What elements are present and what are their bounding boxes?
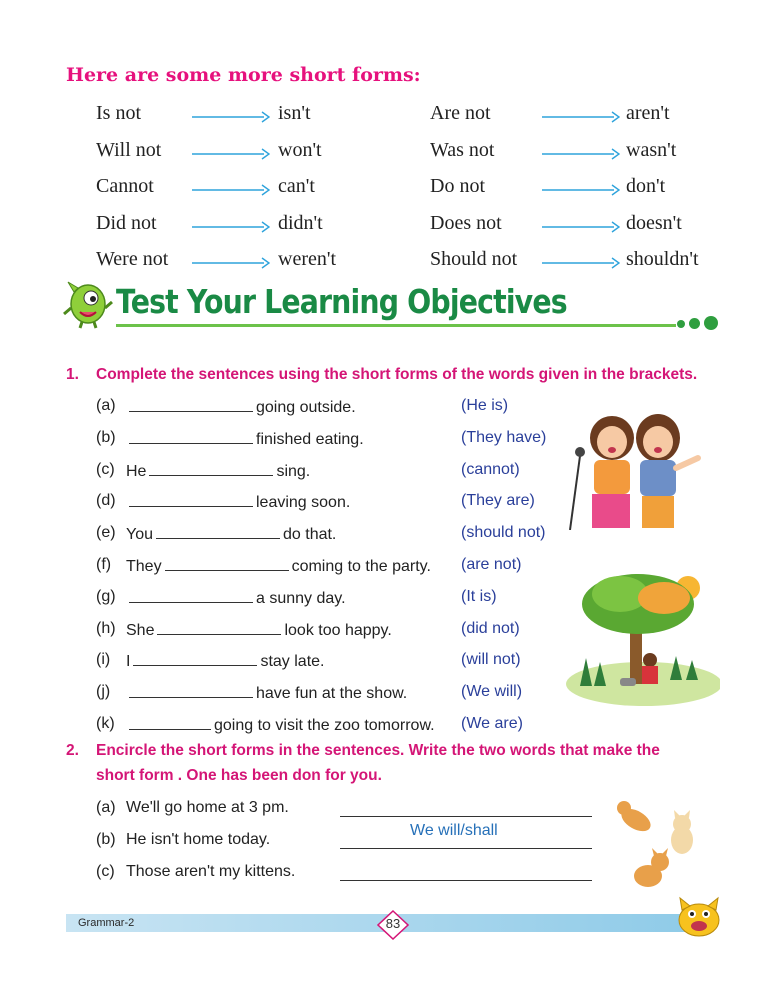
long-form: Are not <box>430 102 491 124</box>
sentence-start: He <box>126 462 147 480</box>
item-label: (d) <box>96 492 116 510</box>
item-label: (a) <box>96 397 116 414</box>
answer-blank[interactable] <box>129 429 253 444</box>
arrow-icon <box>542 111 620 123</box>
long-form: Did not <box>96 212 157 234</box>
sentence-end: sing. <box>276 462 311 480</box>
sentence <box>126 556 431 576</box>
bracket-hint: (cannot) <box>461 460 520 478</box>
item-label: (c) <box>96 863 115 880</box>
arrow-icon <box>542 184 620 196</box>
decorative-dot <box>689 318 700 329</box>
bracket-hint: (They have) <box>461 428 547 446</box>
long-form: Does not <box>430 212 502 234</box>
sentence-start: They <box>126 558 162 575</box>
title-underline <box>116 324 676 327</box>
answer-blank[interactable] <box>157 620 281 635</box>
sentence-start: You <box>126 526 153 544</box>
page-number: 83 <box>385 916 401 931</box>
long-form: Do not <box>430 175 485 197</box>
item-label: (k) <box>96 715 115 732</box>
sentence <box>126 651 324 671</box>
sentence-end: look too happy. <box>284 621 392 639</box>
item-label: (f) <box>96 556 112 573</box>
short-form: weren't <box>278 248 337 270</box>
answer-blank[interactable] <box>129 715 211 730</box>
sentence <box>126 492 350 512</box>
short-form: isn't <box>278 102 311 124</box>
arrow-icon <box>192 111 270 123</box>
sentence <box>126 429 364 449</box>
sentence <box>126 397 356 417</box>
item-label: (j) <box>96 683 111 701</box>
bracket-hint: (will not) <box>461 651 521 669</box>
sentence: Those aren't my kittens. <box>126 863 296 880</box>
sentence-end: coming to the party. <box>291 558 431 575</box>
long-form: Will not <box>96 139 162 161</box>
item-label: (c) <box>96 460 115 478</box>
answer-blank[interactable] <box>129 397 253 412</box>
sentence <box>126 683 407 703</box>
sentence-end: stay late. <box>260 653 325 671</box>
bracket-hint: (They are) <box>461 492 535 510</box>
item-label: (b) <box>96 831 116 848</box>
item-label: (i) <box>96 651 111 669</box>
arrow-icon <box>192 221 270 233</box>
arrow-icon <box>542 148 620 160</box>
item-label: (a) <box>96 799 116 816</box>
sentence-end: finished eating. <box>256 430 364 448</box>
answer-blank[interactable] <box>165 556 289 571</box>
sentence <box>126 620 392 640</box>
answer-blank[interactable] <box>156 524 280 539</box>
kittens-illustration <box>612 796 704 898</box>
bracket-hint: (did not) <box>461 619 520 637</box>
sentence <box>126 524 336 544</box>
decorative-dot <box>704 316 718 330</box>
item-label: (b) <box>96 428 116 446</box>
question-2-number: 2. <box>66 742 79 759</box>
answer-blank[interactable] <box>133 651 257 666</box>
long-form: Should not <box>430 248 518 270</box>
sentence-end: leaving soon. <box>256 494 351 512</box>
bracket-hint: (We will) <box>461 683 523 701</box>
question-2-text-line2: short form . One has been don for you. <box>96 767 382 784</box>
answer-line[interactable] <box>340 880 592 881</box>
sentence <box>126 461 310 481</box>
question-1-text: Complete the sentences using the short forms of the words given in the brackets. <box>96 366 698 383</box>
arrow-icon <box>192 148 270 160</box>
sentence-start: She <box>126 621 155 639</box>
sentence-end: do that. <box>283 526 337 544</box>
singing-girls-illustration <box>548 408 704 530</box>
section-heading: Here are some more short forms: <box>66 64 421 86</box>
sentence <box>126 588 346 608</box>
short-form: aren't <box>626 102 670 124</box>
mascot-icon <box>62 278 114 330</box>
short-form: shouldn't <box>626 248 699 270</box>
monster-mascot-icon <box>676 896 722 938</box>
answer-line[interactable] <box>340 848 592 849</box>
long-form: Is not <box>96 102 141 124</box>
short-form: didn't <box>278 212 323 234</box>
bracket-hint: (should not) <box>461 524 546 542</box>
question-2-text-line1: Encircle the short forms in the sentences. Write the two words that make the <box>96 742 660 759</box>
short-form: won't <box>278 139 322 161</box>
sentence-end: have fun at the show. <box>256 685 408 703</box>
arrow-icon <box>192 184 270 196</box>
item-label: (g) <box>96 587 116 605</box>
long-form: Cannot <box>96 175 154 197</box>
arrow-icon <box>542 221 620 233</box>
sentence-end: going to visit the zoo tomorrow. <box>214 717 435 734</box>
short-form: can't <box>278 175 315 197</box>
short-form: doesn't <box>626 212 682 234</box>
item-label: (e) <box>96 524 116 542</box>
answer-blank[interactable] <box>149 461 273 476</box>
sentence-end: going outside. <box>256 399 356 416</box>
sentence <box>126 715 435 735</box>
bracket-hint: (It is) <box>461 587 497 605</box>
answer-line[interactable] <box>340 816 592 817</box>
decorative-dot <box>677 320 685 328</box>
question-1-number: 1. <box>66 366 79 383</box>
sentence-end: a sunny day. <box>256 589 346 607</box>
sentence: He isn't home today. <box>126 831 271 848</box>
footer-label: Grammar-2 <box>78 917 135 929</box>
sentence: We'll go home at 3 pm. <box>126 799 289 816</box>
answer-blank[interactable] <box>129 492 253 507</box>
answer-blank[interactable] <box>129 588 253 603</box>
arrow-icon <box>192 257 270 269</box>
tree-scene-illustration <box>560 568 720 708</box>
bracket-hint: (are not) <box>461 556 522 573</box>
example-answer: We will/shall <box>410 822 498 839</box>
short-form: don't <box>626 175 666 197</box>
section-title: Test Your Learning Objectives <box>116 282 567 321</box>
item-label: (h) <box>96 619 116 637</box>
sentence-start: I <box>126 653 131 671</box>
answer-blank[interactable] <box>129 683 253 698</box>
arrow-icon <box>542 257 620 269</box>
bracket-hint: (He is) <box>461 397 509 414</box>
short-form: wasn't <box>626 139 677 161</box>
long-form: Were not <box>96 248 169 270</box>
bracket-hint: (We are) <box>461 715 523 732</box>
long-form: Was not <box>430 139 495 161</box>
